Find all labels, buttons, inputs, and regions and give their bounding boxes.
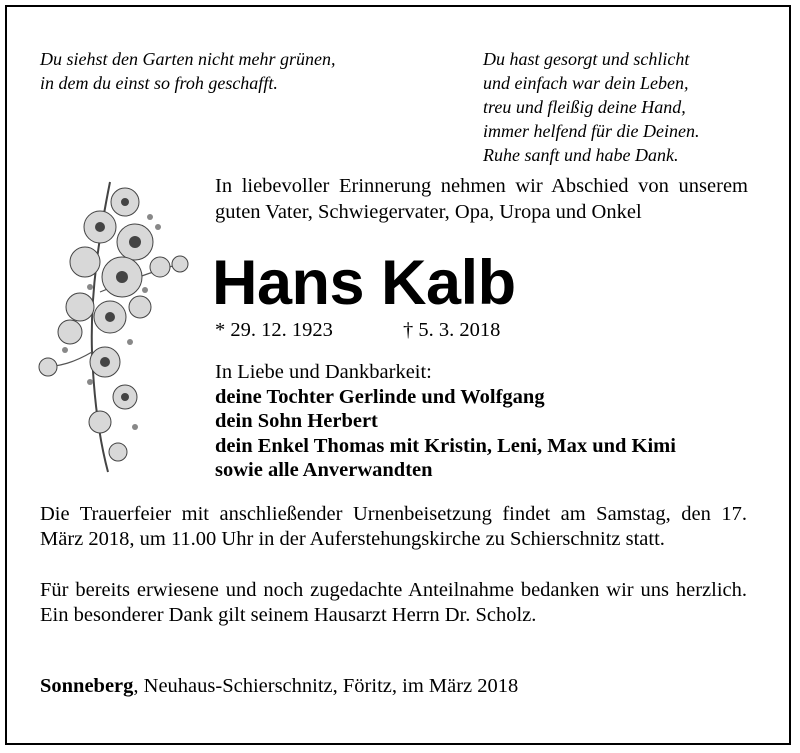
poem-line: treu und fleißig deine Hand, [483,97,686,117]
family-list [215,360,676,483]
family-member: dein Sohn Herbert [215,410,378,432]
poem-line: in dem du einst so froh geschafft. [40,73,278,93]
funeral-info: Die Trauerfeier mit anschließender Urnenbeisetzung findet am Samstag, den 17. März 2018, um 11.00 Uhr in der Auferstehungskirche zu Schierschnitz statt. [40,503,747,550]
birth-date: * 29. 12. 1923 [215,319,333,341]
intro-text: In liebevoller Erinnerung nehmen wir Abschied von unserem guten Vater, Schwiegervater, Opa, Uropa und Onkel [215,175,748,223]
poem-line: Du siehst den Garten nicht mehr grünen, [40,49,336,69]
closing-line [40,673,518,699]
poem-right [483,47,699,167]
family-member: sowie alle Anverwandten [215,459,433,481]
poem-line: Ruhe sanft und habe Dank. [483,145,679,165]
family-heading: In Liebe und Dankbarkeit: [215,361,432,383]
deceased-name: Hans Kalb [212,248,516,318]
closing-place: Sonneberg [40,675,134,697]
family-member: dein Enkel Thomas mit Kristin, Leni, Max und Kimi [215,434,676,457]
poem-line: immer helfend für die Deinen. [483,121,700,141]
poem-left [40,47,335,95]
death-date: † 5. 3. 2018 [403,319,501,341]
closing-rest: , Neuhaus-Schierschnitz, Föritz, im März 2018 [133,675,519,697]
family-member: deine Tochter Gerlinde und Wolfgang [215,385,545,408]
flower-bouquet-icon [30,172,195,477]
poem-line: Du hast gesorgt und schlicht [483,49,690,69]
poem-line: und einfach war dein Leben, [483,73,689,93]
thanks-text: Für bereits erwiesene und noch zugedachte Anteilnahme bedanken wir uns herzlich. Ein besonderer Dank gilt seinem Hausarzt Herrn Dr. Scholz. [40,579,747,626]
life-dates [215,317,501,343]
